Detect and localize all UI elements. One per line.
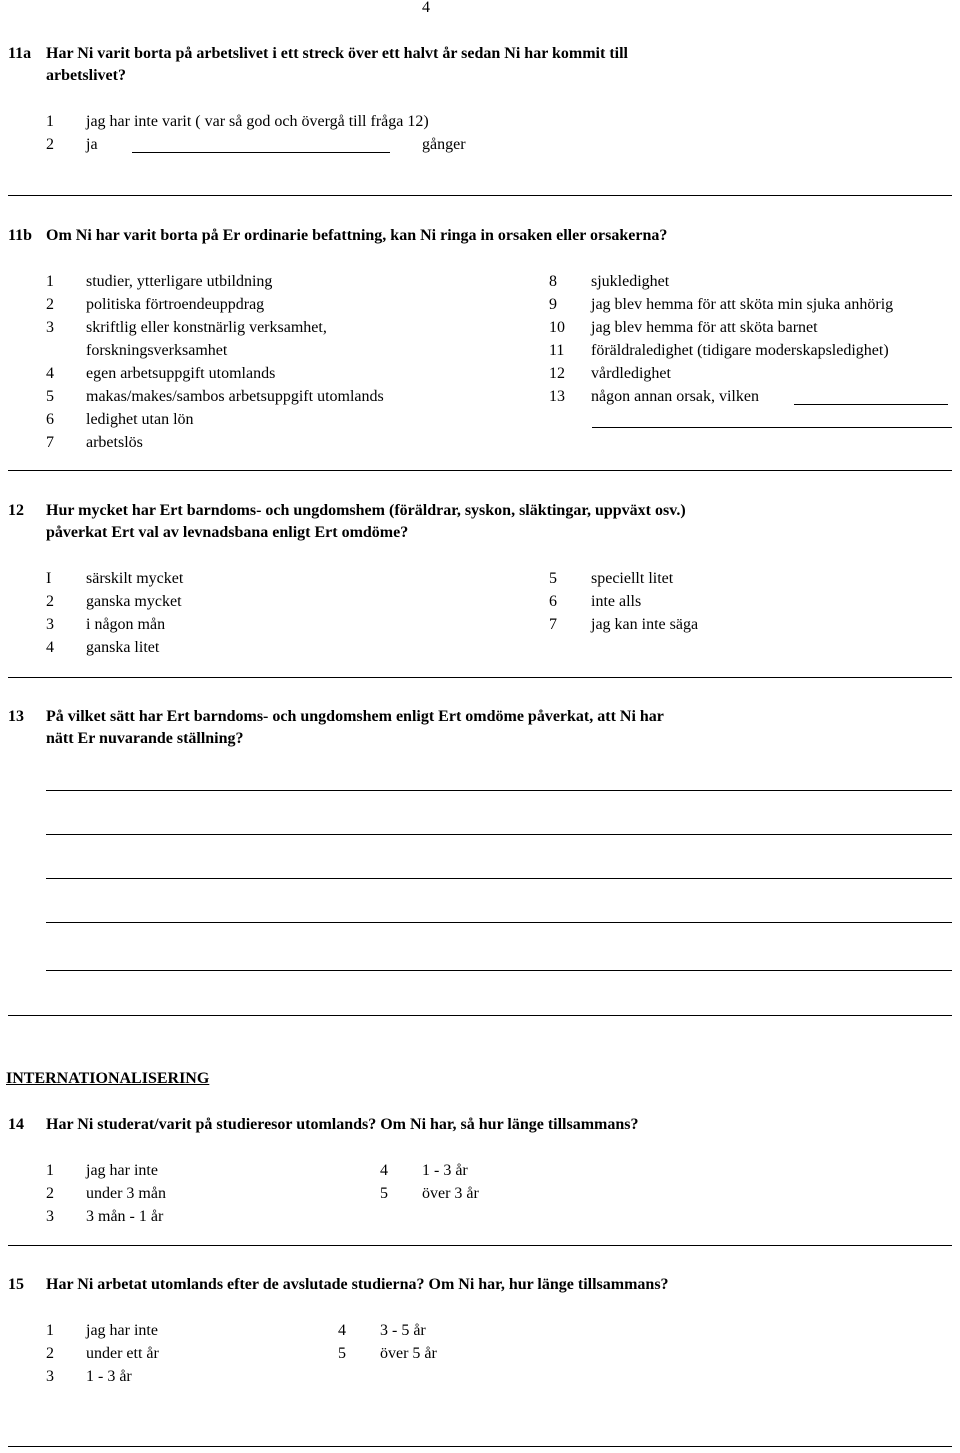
answer-line[interactable] [46,922,952,923]
option-label[interactable]: i någon mån [86,616,166,633]
option-label[interactable]: vårdledighet [591,365,671,382]
option-number: 1 [46,1322,54,1339]
section-divider [8,1015,952,1016]
question-12-text-line1: Hur mycket har Ert barndoms- och ungdomshem (föräldrar, syskon, släktingar, uppväxt osv.) [46,502,686,519]
question-13-text-line1: På vilket sätt har Ert barndoms- och ungdomshem enligt Ert omdöme påverkat, att Ni har [46,708,664,725]
option-number: 3 [46,1208,54,1225]
answer-line-times[interactable] [132,152,390,153]
option-number: 2 [46,593,54,610]
option-number: I [46,570,52,587]
option-number: 5 [338,1345,346,1362]
option-number: 8 [549,273,557,290]
option-number: 13 [549,388,565,405]
section-heading: INTERNATIONALISERING [6,1070,210,1087]
option-number: 11 [549,342,565,359]
option-label[interactable]: skriftlig eller konstnärlig verksamhet, [86,319,327,336]
option-label[interactable]: 3 mån - 1 år [86,1208,164,1225]
option-label[interactable]: över 3 år [422,1185,479,1202]
option-number: 2 [46,1345,54,1362]
option-label[interactable]: jag har inte [86,1322,158,1339]
option-label[interactable]: 1 - 3 år [86,1368,132,1385]
option-number: 2 [46,296,54,313]
option-number: 5 [46,388,54,405]
option-number: 1 [46,1162,54,1179]
option-number: 4 [46,639,54,656]
section-divider [8,195,952,196]
option-label[interactable]: under 3 mån [86,1185,166,1202]
option-number: 12 [549,365,565,382]
option-number: 6 [46,411,54,428]
option-label[interactable]: sjukledighet [591,273,670,290]
answer-line[interactable] [46,834,952,835]
option-label[interactable]: föräldraledighet (tidigare moderskapsledighet) [591,342,889,359]
question-number-13: 13 [8,708,24,725]
option-number: 3 [46,616,54,633]
question-11a-text-line1: Har Ni varit borta på arbetslivet i ett streck över ett halvt år sedan Ni har kommit till [46,45,628,62]
option-label[interactable]: ledighet utan lön [86,411,194,428]
option-number: 5 [549,570,557,587]
question-11a-text-line2: arbetslivet? [46,67,126,84]
question-number-14: 14 [8,1116,24,1133]
option-number: 2 [46,136,54,153]
question-13-text-line2: nätt Er nuvarande ställning? [46,730,244,747]
option-number: 4 [338,1322,346,1339]
option-number: 10 [549,319,565,336]
option-label[interactable]: egen arbetsuppgift utomlands [86,365,276,382]
option-number: 2 [46,1185,54,1202]
section-divider [8,1245,952,1246]
page-number: 4 [422,0,430,16]
option-number: 5 [380,1185,388,1202]
option-number: 4 [46,365,54,382]
option-label[interactable]: jag blev hemma för att sköta barnet [591,319,818,336]
option-label[interactable]: makas/makes/sambos arbetsuppgift utomlands [86,388,384,405]
option-number: 6 [549,593,557,610]
option-label[interactable]: speciellt litet [591,570,674,587]
question-15-text: Har Ni arbetat utomlands efter de avslutade studierna? Om Ni har, hur länge tillsammans? [46,1276,669,1293]
option-number: 9 [549,296,557,313]
answer-line-other-reason-continued[interactable] [592,427,952,428]
answer-line[interactable] [46,790,952,791]
question-number-11a: 11a [8,45,32,62]
option-label[interactable]: jag kan inte säga [591,616,699,633]
section-divider [8,470,952,471]
option-label[interactable]: över 5 år [380,1345,437,1362]
option-label[interactable]: jag har inte [86,1162,158,1179]
option-label[interactable]: jag blev hemma för att sköta min sjuka anhörig [591,296,894,313]
option-label[interactable]: någon annan orsak, vilken [591,388,759,405]
option-label[interactable]: arbetslös [86,434,143,451]
option-label[interactable]: 1 - 3 år [422,1162,468,1179]
option-label[interactable]: inte alls [591,593,642,610]
question-number-11b: 11b [8,227,33,244]
question-12-text-line2: påverkat Ert val av levnadsbana enligt Ert omdöme? [46,524,409,541]
section-divider [8,1446,952,1447]
option-label[interactable]: särskilt mycket [86,570,184,587]
option-suffix: gånger [422,136,466,153]
option-label[interactable]: politiska förtroendeuppdrag [86,296,265,313]
option-number: 7 [46,434,54,451]
option-number: 3 [46,1368,54,1385]
question-11b-text: Om Ni har varit borta på Er ordinarie befattning, kan Ni ringa in orsaken eller orsakerna? [46,227,668,244]
section-divider [8,677,952,678]
answer-line-other-reason[interactable] [794,404,948,405]
option-label[interactable]: under ett år [86,1345,159,1362]
option-number: 4 [380,1162,388,1179]
option-label[interactable]: jag har inte varit ( var så god och övergå till fråga 12) [86,113,429,130]
question-number-12: 12 [8,502,24,519]
answer-line[interactable] [46,878,952,879]
option-label[interactable]: ganska litet [86,639,160,656]
option-label[interactable]: ja [86,136,98,153]
option-label[interactable]: 3 - 5 år [380,1322,426,1339]
question-14-text: Har Ni studerat/varit på studieresor utomlands? Om Ni har, så hur länge tillsammans? [46,1116,639,1133]
question-number-15: 15 [8,1276,24,1293]
answer-line[interactable] [46,970,952,971]
option-label-continued: forskningsverksamhet [86,342,228,359]
option-number: 1 [46,273,54,290]
option-number: 1 [46,113,54,130]
option-number: 3 [46,319,54,336]
option-label[interactable]: studier, ytterligare utbildning [86,273,273,290]
option-number: 7 [549,616,557,633]
option-label[interactable]: ganska mycket [86,593,182,610]
